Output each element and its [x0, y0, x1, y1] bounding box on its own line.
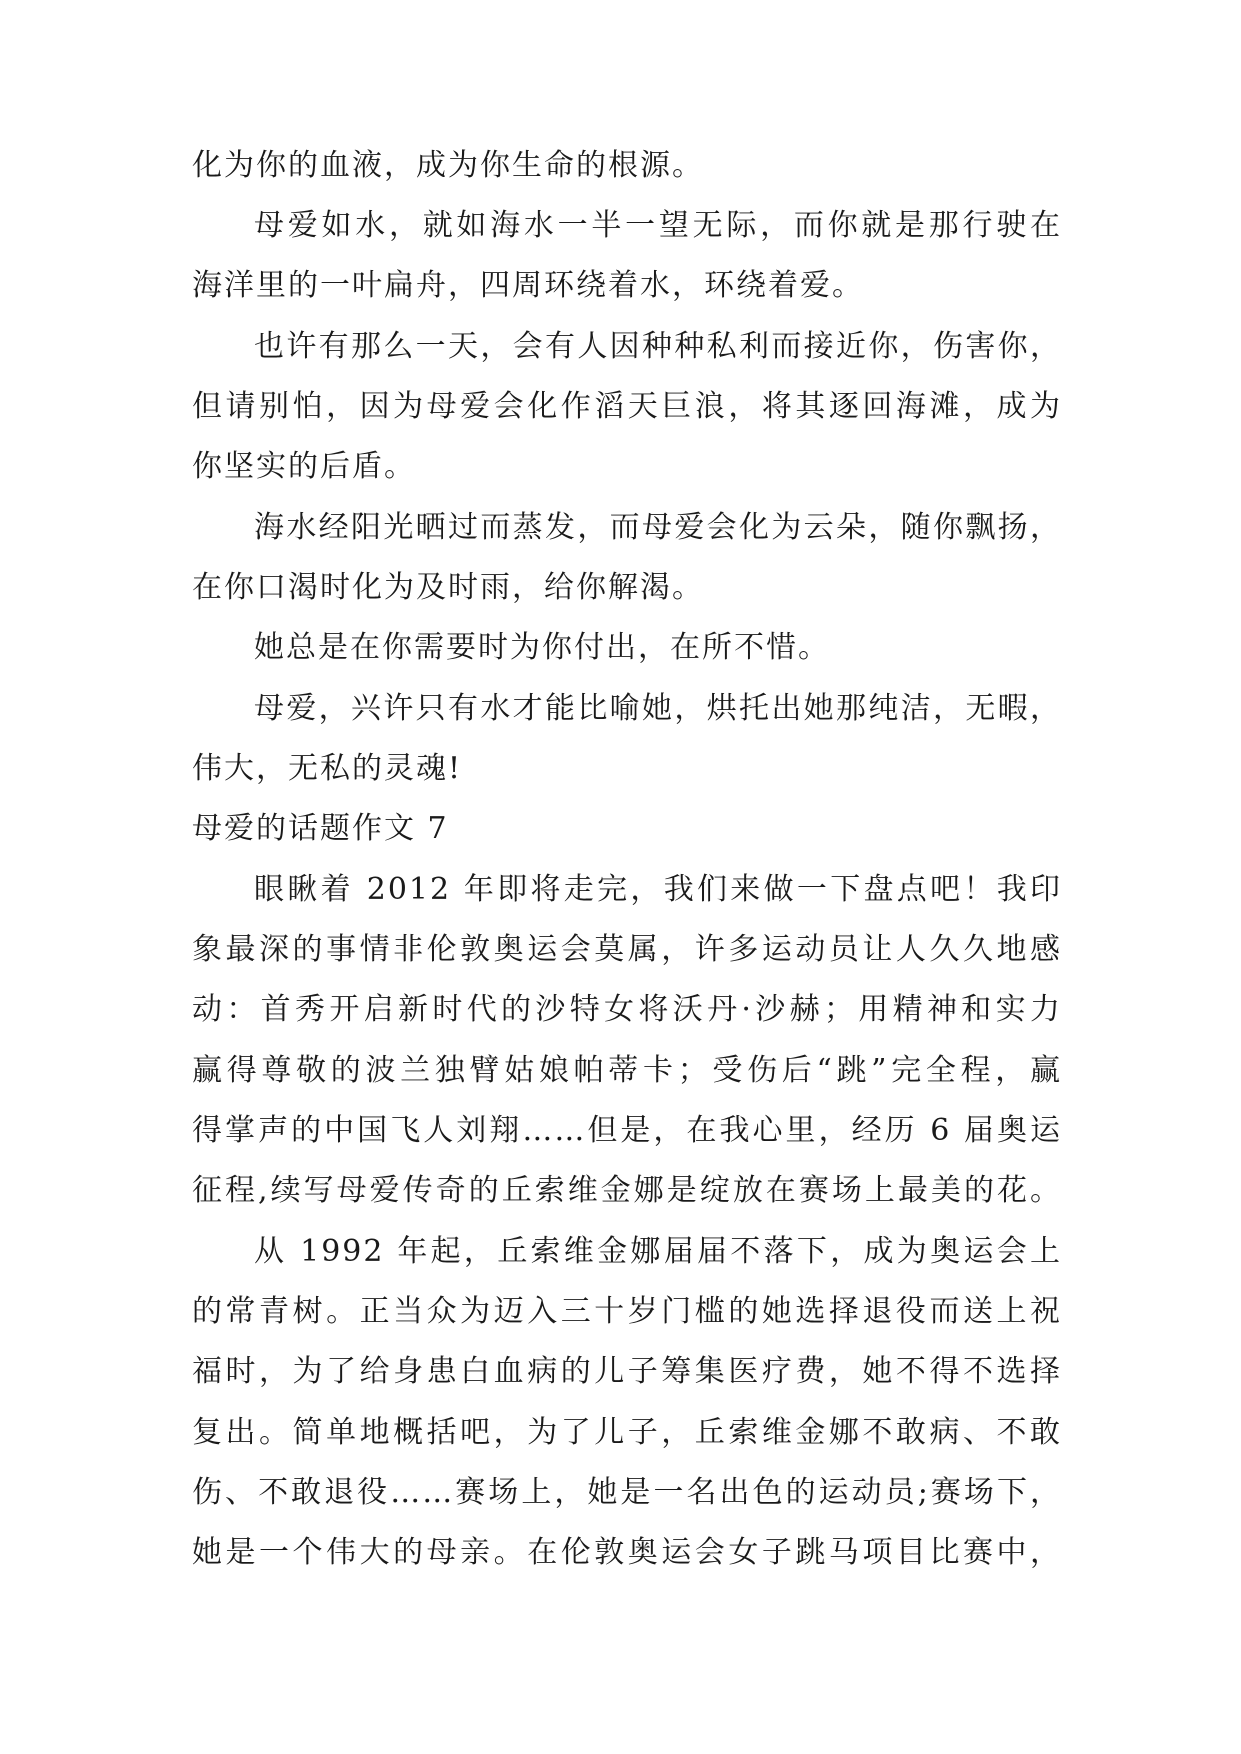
text-line: 化为你的血液，成为你生命的根源。: [192, 148, 704, 183]
text-line: 你坚实的后盾。: [192, 449, 416, 484]
text-line: 海洋里的一叶扁舟，四周环绕着水，环绕着爱。: [192, 268, 864, 303]
text-line: 在你口渴时化为及时雨，给你解渴。: [192, 570, 704, 605]
text-line: 她是一个伟大的母亲。在伦敦奥运会女子跳马项目比赛中，: [192, 1535, 1062, 1570]
paragraph-line: 也许有那么一天，会有人因种种私利而接近你，伤害你，: [254, 329, 1062, 364]
paragraph-line: 母爱，兴许只有水才能比喻她，烘托出她那纯洁，无暇，: [254, 691, 1062, 726]
text-line: 征程,续写母爱传奇的丘索维金娜是绽放在赛场上最美的花。: [192, 1173, 1062, 1208]
section-heading: 母爱的话题作文 7: [192, 811, 449, 846]
text-line: 伟大，无私的灵魂!: [192, 751, 463, 786]
paragraph-line: 从 1992 年起，丘索维金娜届届不落下，成为奥运会上: [254, 1234, 1062, 1269]
paragraph-line: 眼瞅着 2012 年即将走完，我们来做一下盘点吧！我印: [254, 872, 1062, 907]
text-line: 复出。简单地概括吧，为了儿子，丘索维金娜不敢病、不敢: [192, 1415, 1062, 1450]
text-line: 福时，为了给身患白血病的儿子筹集医疗费，她不得不选择: [192, 1354, 1062, 1389]
paragraph-line: 母爱如水，就如海水一半一望无际，而你就是那行驶在: [254, 208, 1062, 243]
paragraph-line: 海水经阳光晒过而蒸发，而母爱会化为云朵，随你飘扬，: [254, 510, 1062, 545]
text-line: 象最深的事情非伦敦奥运会莫属，许多运动员让人久久地感: [192, 932, 1062, 967]
text-line: 但请别怕，因为母爱会化作滔天巨浪，将其逐回海滩，成为: [192, 389, 1062, 424]
text-line: 动：首秀开启新时代的沙特女将沃丹·沙赫；用精神和实力: [192, 992, 1062, 1027]
text-line: 的常青树。正当众为迈入三十岁门槛的她选择退役而送上祝: [192, 1294, 1062, 1329]
paragraph-line: 她总是在你需要时为你付出，在所不惜。: [254, 630, 830, 665]
text-line: 赢得尊敬的波兰独臂姑娘帕蒂卡；受伤后“跳”完全程，赢: [192, 1053, 1062, 1088]
text-line: 伤、不敢退役……赛场上，她是一名出色的运动员;赛场下，: [192, 1475, 1062, 1510]
text-line: 得掌声的中国飞人刘翔……但是，在我心里，经历 6 届奥运: [192, 1113, 1062, 1148]
